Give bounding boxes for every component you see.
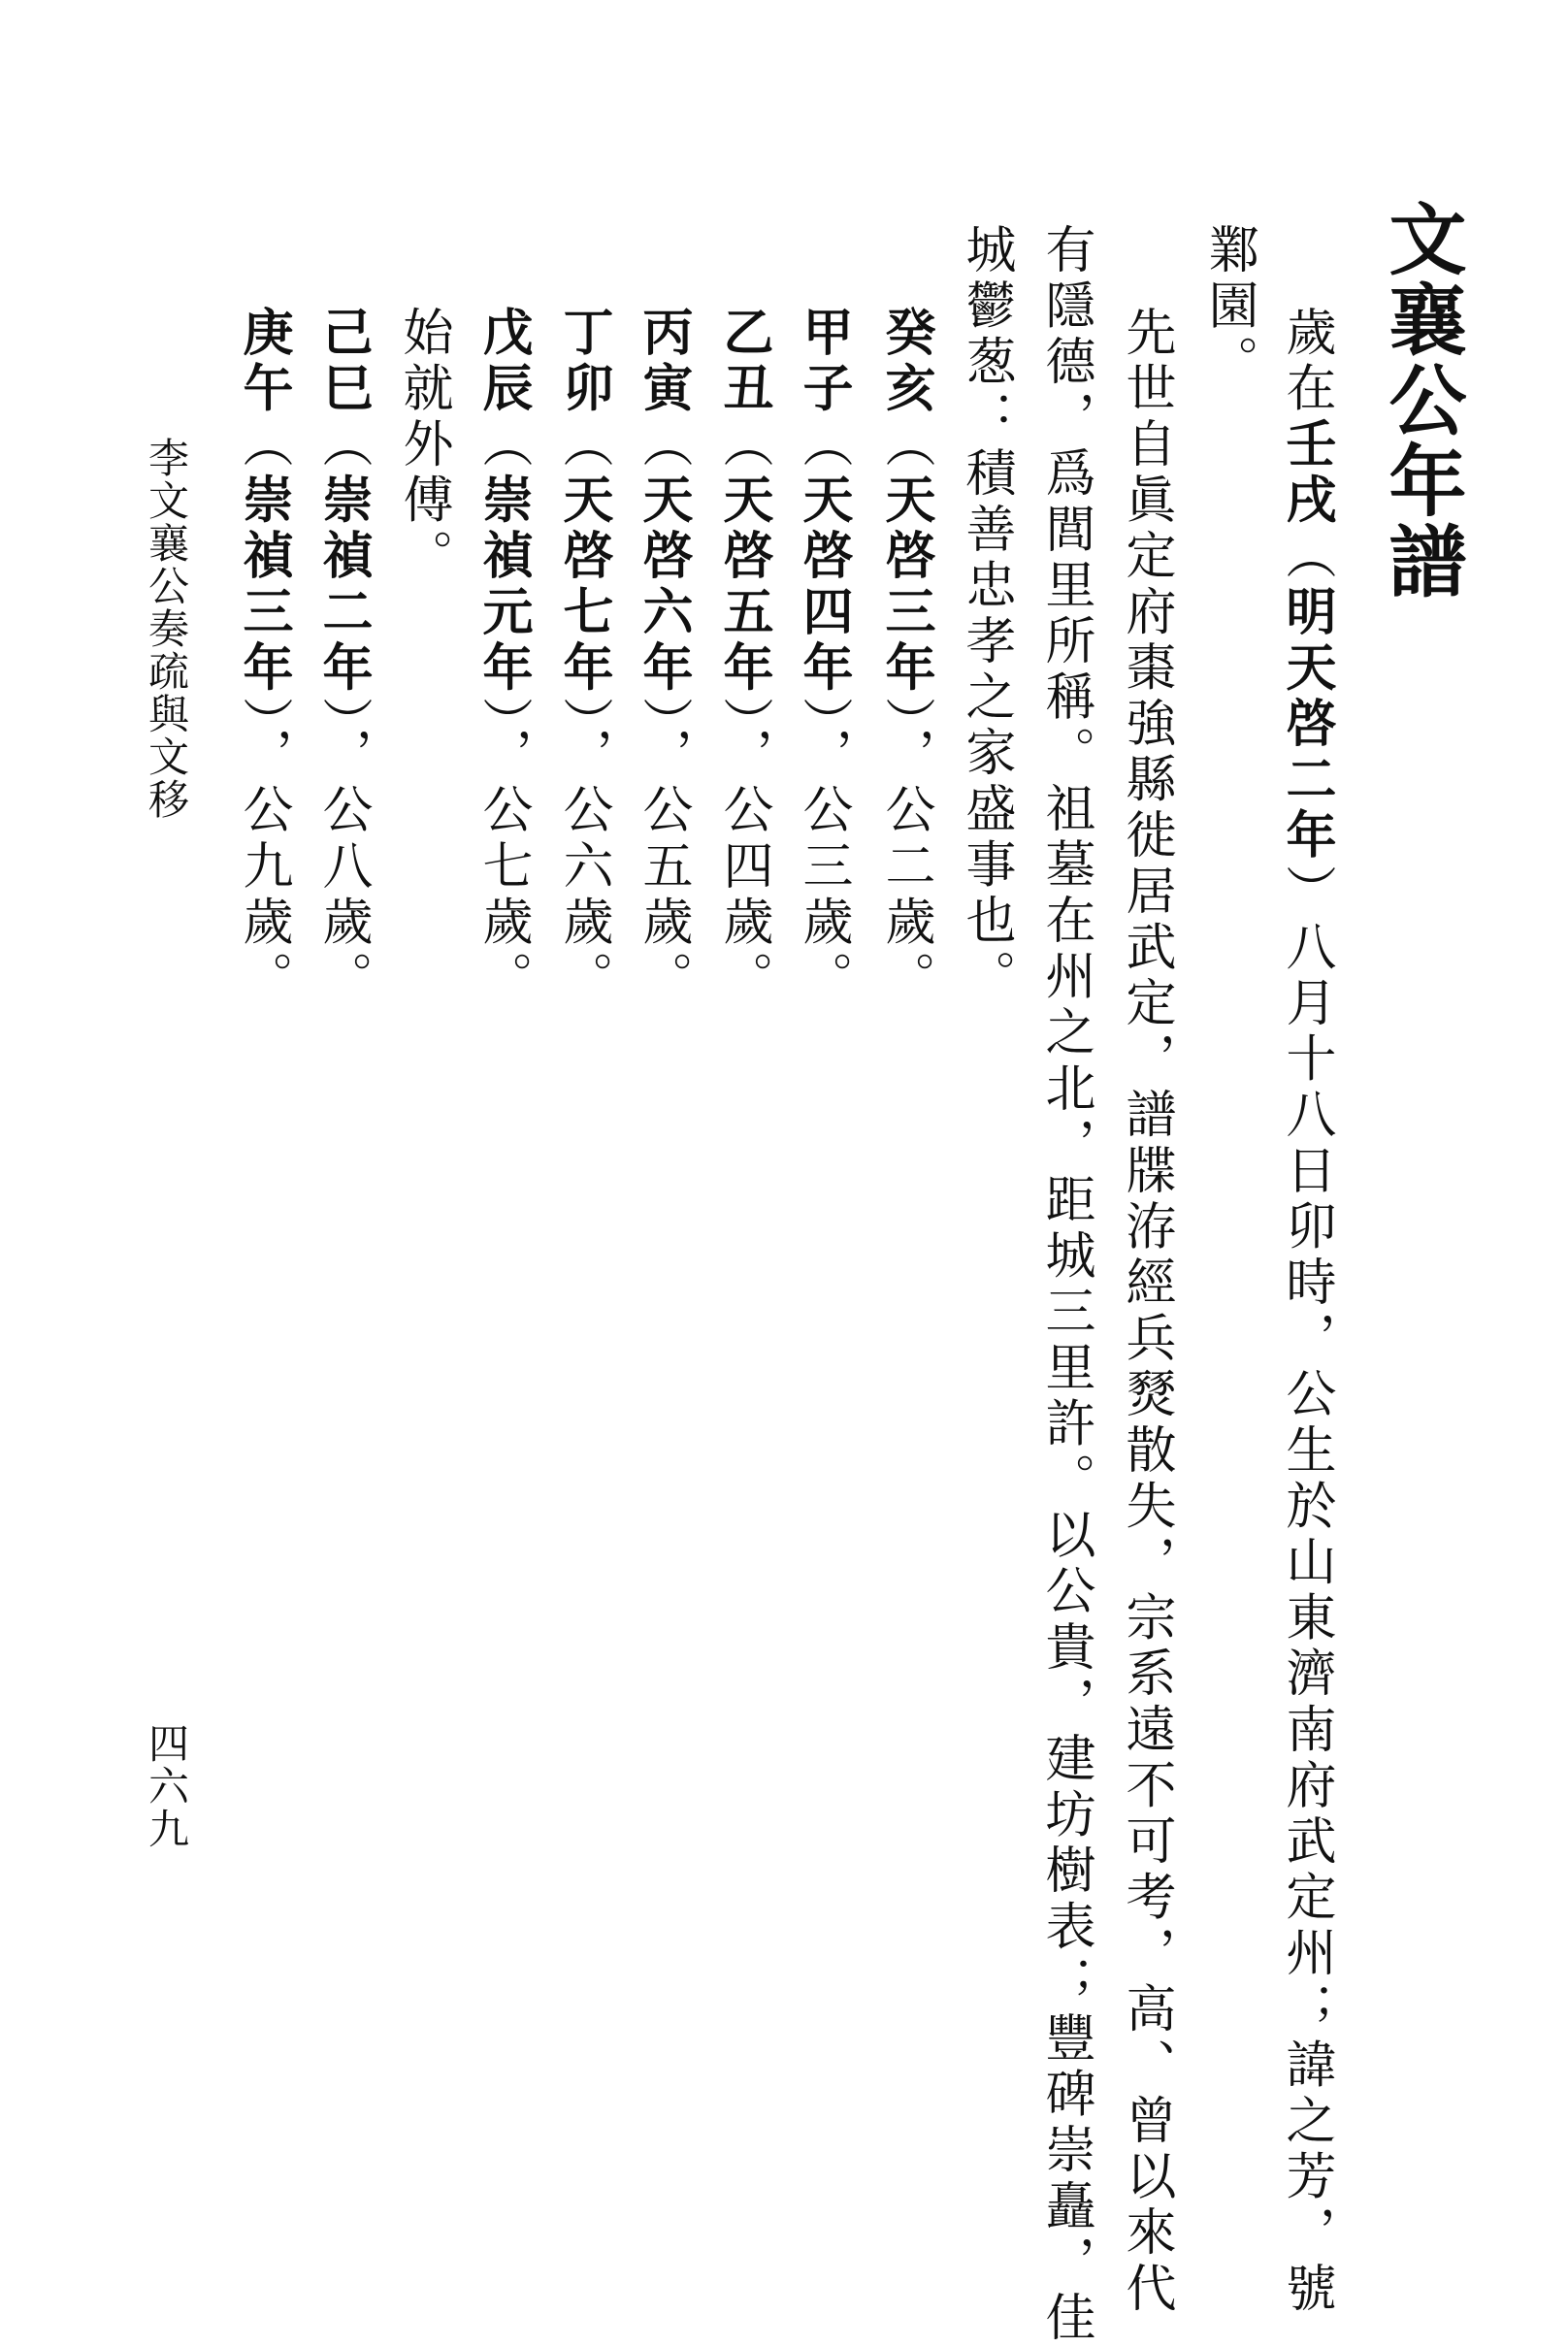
year-entry — [474, 306, 533, 1007]
reign-year: 崇禎二年 — [313, 473, 373, 698]
text-segment: （ — [554, 417, 612, 473]
year-ganzhi: 丁卯 — [554, 306, 613, 418]
text-segment: ），公五歲。 — [634, 697, 692, 1007]
year-ganzhi: 丙寅 — [634, 306, 693, 418]
year-note — [394, 306, 452, 585]
text-segment: 歲在 — [1277, 306, 1335, 418]
text-column-ancestry — [1117, 306, 1175, 2318]
year-entry — [876, 306, 935, 1007]
text-segment: 先世自眞定府棗強縣徙居武定，譜牒洊經兵燹散失，宗系遠不可考，高、曾以來代 — [1117, 306, 1175, 2318]
year-ganzhi: 戊辰 — [474, 306, 533, 418]
text-segment: （ — [876, 417, 934, 473]
reign-year: 天啓六年 — [634, 473, 693, 698]
year-ganzhi: 甲子 — [794, 306, 853, 418]
year-entry — [234, 306, 293, 1007]
text-segment: ），公七歲。 — [474, 697, 532, 1007]
year-entry — [554, 306, 613, 1007]
reign-year: 天啓三年 — [876, 473, 935, 698]
text-segment: 鄴園。 — [1199, 223, 1258, 391]
text-column-ancestry — [1036, 223, 1094, 2347]
text-segment: 有隱德，爲閭里所稱。祖墓在州之北，距城三里許。以公貴，建坊樹表；豐碑崇矗，佳 — [1036, 223, 1094, 2347]
reign-year: 天啓四年 — [794, 473, 853, 698]
running-footer-book-title: 李文襄公奏疏與文移 — [143, 437, 190, 821]
text-column-ancestry — [957, 223, 1015, 1006]
text-segment: ），公八歲。 — [313, 697, 372, 1007]
text-segment: （ — [234, 417, 292, 473]
text-segment: 城鬱葱：積善忠孝之家盛事也。 — [957, 223, 1015, 1006]
page-number: 四六九 — [143, 1722, 190, 1850]
page-title: 文襄公年譜 — [1376, 199, 1467, 602]
text-column-birth — [1277, 306, 1336, 2318]
text-segment: ），公三歲。 — [794, 697, 852, 1007]
text-segment: （ — [714, 417, 772, 473]
reign-year: 明天啓二年 — [1277, 585, 1336, 865]
year-ganzhi: 乙丑 — [714, 306, 773, 418]
text-segment: ），公六歲。 — [554, 697, 612, 1007]
text-segment: （ — [794, 417, 852, 473]
text-segment: （ — [474, 417, 532, 473]
reign-year: 崇禎元年 — [474, 473, 533, 698]
text-segment: （ — [313, 417, 372, 473]
year-ganzhi: 己巳 — [313, 306, 373, 418]
text-segment: ），公四歲。 — [714, 697, 772, 1007]
text-segment: ）八月十八日卯時，公生於山東濟南府武定州；諱之芳，號 — [1277, 864, 1335, 2318]
reign-year: 天啓五年 — [714, 473, 773, 698]
year-entry — [794, 306, 853, 1007]
text-segment: ），公九歲。 — [234, 697, 292, 1007]
text-segment: （ — [634, 417, 692, 473]
year-ganzhi: 癸亥 — [876, 306, 935, 418]
reign-year: 天啓七年 — [554, 473, 613, 698]
reign-year: 崇禎三年 — [234, 473, 293, 698]
year-ganzhi: 庚午 — [234, 306, 293, 418]
text-column-continuation — [1199, 223, 1258, 391]
text-segment: ），公二歲。 — [876, 697, 934, 1007]
text-segment: 始就外傅。 — [394, 306, 452, 585]
year-entry — [634, 306, 693, 1007]
year-entry — [714, 306, 773, 1007]
year-entry — [313, 306, 373, 1007]
year-ganzhi: 壬戌 — [1277, 417, 1336, 530]
text-segment: （ — [1277, 529, 1335, 586]
